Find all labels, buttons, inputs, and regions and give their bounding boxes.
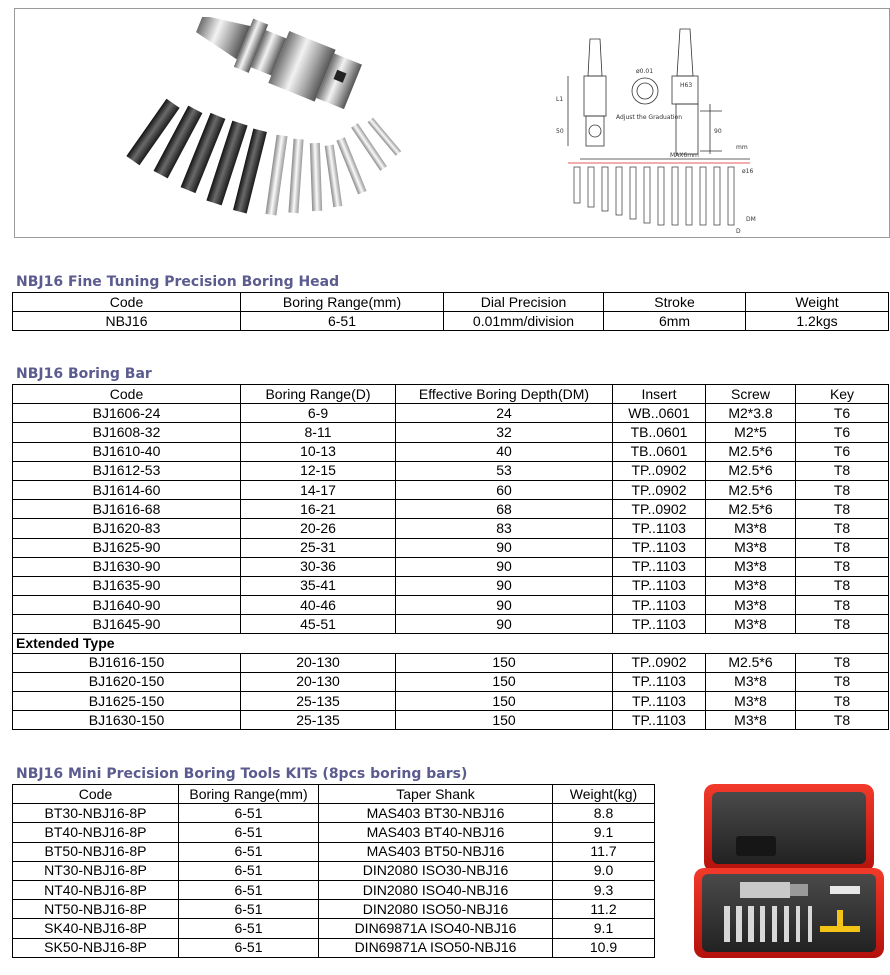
table-cell: 32 — [396, 423, 613, 442]
table-cell: 6-51 — [179, 823, 319, 842]
table-cell: BJ1630-90 — [13, 557, 241, 576]
table-header-row — [13, 785, 655, 804]
column-header: Boring Range(mm) — [179, 785, 319, 804]
table-cell: 9.1 — [553, 823, 655, 842]
table-cell: 90 — [396, 615, 613, 634]
column-header: Weight(kg) — [553, 785, 655, 804]
table-cell: MAS403 BT30-NBJ16 — [319, 804, 553, 823]
table-cell: NT50-NBJ16-8P — [13, 900, 179, 919]
table-cell: TP..1103 — [613, 615, 706, 634]
table-cell: 68 — [396, 500, 613, 519]
boring-bar-table — [12, 384, 889, 730]
table-cell: 25-135 — [241, 692, 396, 711]
table-cell: TB..0601 — [613, 423, 706, 442]
table-cell: BJ1635-90 — [13, 576, 241, 595]
table-cell: TP..1103 — [613, 711, 706, 730]
column-header: Screw — [706, 385, 796, 404]
column-header: Code — [13, 785, 179, 804]
table-cell: 10-13 — [241, 442, 396, 461]
table-cell: BJ1630-150 — [13, 711, 241, 730]
table-row — [13, 404, 889, 423]
table-cell: BT30-NBJ16-8P — [13, 804, 179, 823]
table-cell: 45-51 — [241, 615, 396, 634]
boring-head-table — [12, 292, 889, 331]
table-cell: M3*8 — [706, 538, 796, 557]
table-cell: DIN2080 ISO40-NBJ16 — [319, 880, 553, 899]
column-header: Dial Precision — [444, 293, 604, 312]
table-cell: M2.5*6 — [706, 480, 796, 499]
table-cell: M2.5*6 — [706, 500, 796, 519]
boring-head-title: NBJ16 Fine Tuning Precision Boring Head — [16, 274, 340, 290]
table-cell: T8 — [796, 576, 889, 595]
table-cell: 90 — [396, 596, 613, 615]
table-cell: TP..0902 — [613, 500, 706, 519]
dim-label-50: 50 — [556, 128, 564, 135]
table-cell: 10.9 — [553, 938, 655, 957]
table-cell: 8.8 — [553, 804, 655, 823]
table-cell: T8 — [796, 519, 889, 538]
table-cell: TP..1103 — [613, 519, 706, 538]
table-cell: 6-51 — [179, 842, 319, 861]
table-row — [13, 880, 655, 899]
table-cell: T8 — [796, 653, 889, 672]
table-cell: 25-31 — [241, 538, 396, 557]
table-row — [13, 919, 655, 938]
kits-title: NBJ16 Mini Precision Boring Tools KITs (8pcs boring bars) — [16, 766, 468, 782]
table-cell: T8 — [796, 480, 889, 499]
table-cell: 24 — [396, 404, 613, 423]
table-cell: T8 — [796, 692, 889, 711]
column-header: Taper Shank — [319, 785, 553, 804]
dim-label-h63: H63 — [680, 82, 693, 89]
table-cell: TP..0902 — [613, 653, 706, 672]
table-row — [13, 672, 889, 691]
column-header: Code — [13, 385, 241, 404]
table-cell: T8 — [796, 538, 889, 557]
table-cell: 40-46 — [241, 596, 396, 615]
table-cell: 20-130 — [241, 653, 396, 672]
table-cell: BJ1620-150 — [13, 672, 241, 691]
table-cell: T6 — [796, 423, 889, 442]
table-cell: M2.5*6 — [706, 461, 796, 480]
column-header: Code — [13, 293, 241, 312]
table-row — [13, 461, 889, 480]
table-cell: T8 — [796, 557, 889, 576]
table-row — [13, 823, 655, 842]
table-row — [13, 653, 889, 672]
table-cell: 9.3 — [553, 880, 655, 899]
table-cell: 9.0 — [553, 861, 655, 880]
table-cell: TP..1103 — [613, 538, 706, 557]
table-cell: BJ1645-90 — [13, 615, 241, 634]
table-cell: M3*8 — [706, 692, 796, 711]
table-row — [13, 576, 889, 595]
table-cell: NT40-NBJ16-8P — [13, 880, 179, 899]
table-cell: 53 — [396, 461, 613, 480]
table-cell: BJ1614-60 — [13, 480, 241, 499]
table-cell: SK40-NBJ16-8P — [13, 919, 179, 938]
table-row — [13, 692, 889, 711]
dim-label-90: 90 — [714, 128, 722, 135]
table-cell: BT40-NBJ16-8P — [13, 823, 179, 842]
table-cell: M2.5*6 — [706, 653, 796, 672]
table-row — [13, 842, 655, 861]
table-cell: M3*8 — [706, 519, 796, 538]
table-cell: BT50-NBJ16-8P — [13, 842, 179, 861]
dim-label-max: MAX6mm — [670, 152, 699, 159]
column-header: Boring Range(D) — [241, 385, 396, 404]
table-cell: 0.01mm/division — [444, 312, 604, 331]
table-row — [13, 938, 655, 957]
table-cell: 90 — [396, 557, 613, 576]
column-header: Insert — [613, 385, 706, 404]
table-cell: 11.7 — [553, 842, 655, 861]
table-cell: M2*3.8 — [706, 404, 796, 423]
column-header: Weight — [746, 293, 889, 312]
table-cell: 14-17 — [241, 480, 396, 499]
kits-table — [12, 784, 655, 958]
table-cell: 150 — [396, 672, 613, 691]
table-cell: WB..0601 — [613, 404, 706, 423]
table-cell: NT30-NBJ16-8P — [13, 861, 179, 880]
table-header-row — [13, 385, 889, 404]
table-cell: 150 — [396, 692, 613, 711]
group-header-row — [13, 634, 889, 653]
table-cell: 6-51 — [179, 919, 319, 938]
table-cell: 35-41 — [241, 576, 396, 595]
table-cell: DIN2080 ISO50-NBJ16 — [319, 900, 553, 919]
table-cell: M3*8 — [706, 672, 796, 691]
technical-drawing — [550, 21, 775, 236]
table-cell: DIN2080 ISO30-NBJ16 — [319, 861, 553, 880]
table-row — [13, 861, 655, 880]
table-cell: TP..1103 — [613, 672, 706, 691]
table-cell: BJ1612-53 — [13, 461, 241, 480]
table-cell: M3*8 — [706, 557, 796, 576]
table-cell: TP..1103 — [613, 576, 706, 595]
table-cell: BJ1616-68 — [13, 500, 241, 519]
table-row — [13, 423, 889, 442]
table-cell: M3*8 — [706, 596, 796, 615]
table-row — [13, 557, 889, 576]
column-header: Stroke — [604, 293, 746, 312]
table-row — [13, 711, 889, 730]
table-cell: M2.5*6 — [706, 442, 796, 461]
table-cell: M3*8 — [706, 615, 796, 634]
table-cell: BJ1608-32 — [13, 423, 241, 442]
table-cell: BJ1625-90 — [13, 538, 241, 557]
table-row — [13, 900, 655, 919]
table-cell: T8 — [796, 500, 889, 519]
dim-label-l1: L1 — [556, 96, 564, 103]
table-row — [13, 596, 889, 615]
table-cell: 150 — [396, 711, 613, 730]
table-cell: M3*8 — [706, 711, 796, 730]
table-cell: 60 — [396, 480, 613, 499]
table-cell: 6-51 — [179, 880, 319, 899]
table-header-row — [13, 293, 889, 312]
table-cell: 12-15 — [241, 461, 396, 480]
table-cell: 90 — [396, 576, 613, 595]
table-cell: DIN69871A ISO40-NBJ16 — [319, 919, 553, 938]
extended-type-label: Extended Type — [13, 634, 889, 653]
table-cell: 20-130 — [241, 672, 396, 691]
table-cell: BJ1606-24 — [13, 404, 241, 423]
table-cell: T6 — [796, 404, 889, 423]
table-cell: BJ1620-83 — [13, 519, 241, 538]
table-row — [13, 804, 655, 823]
table-cell: 8-11 — [241, 423, 396, 442]
table-cell: MAS403 BT40-NBJ16 — [319, 823, 553, 842]
dim-label-mm: mm — [736, 144, 748, 151]
table-cell: 6mm — [604, 312, 746, 331]
table-row — [13, 480, 889, 499]
kit-case-photo — [690, 782, 886, 960]
table-cell: 11.2 — [553, 900, 655, 919]
dim-label-phi16: ø16 — [742, 168, 754, 175]
table-cell: NBJ16 — [13, 312, 241, 331]
table-row — [13, 442, 889, 461]
table-row — [13, 615, 889, 634]
column-header: Key — [796, 385, 889, 404]
table-cell: DIN69871A ISO50-NBJ16 — [319, 938, 553, 957]
table-cell: T8 — [796, 711, 889, 730]
table-cell: 6-9 — [241, 404, 396, 423]
table-cell: 150 — [396, 653, 613, 672]
table-cell: 16-21 — [241, 500, 396, 519]
boring-head-set-photo — [125, 17, 415, 227]
dim-label-adjust: Adjust the Graduation — [616, 114, 682, 121]
dim-label-dm: DM — [746, 216, 756, 223]
table-cell: MAS403 BT50-NBJ16 — [319, 842, 553, 861]
column-header: Boring Range(mm) — [241, 293, 444, 312]
table-cell: BJ1616-150 — [13, 653, 241, 672]
table-cell: T8 — [796, 672, 889, 691]
table-cell: TP..1103 — [613, 692, 706, 711]
table-cell: 6-51 — [179, 900, 319, 919]
table-cell: BJ1640-90 — [13, 596, 241, 615]
table-cell: 83 — [396, 519, 613, 538]
table-cell: 90 — [396, 538, 613, 557]
table-cell: BJ1625-150 — [13, 692, 241, 711]
table-cell: TB..0601 — [613, 442, 706, 461]
table-cell: 9.1 — [553, 919, 655, 938]
table-cell: 6-51 — [179, 804, 319, 823]
table-cell: T8 — [796, 461, 889, 480]
table-cell: 6-51 — [179, 861, 319, 880]
table-cell: M3*8 — [706, 576, 796, 595]
table-cell: 40 — [396, 442, 613, 461]
table-cell: T8 — [796, 615, 889, 634]
dim-label-d: D — [736, 228, 741, 235]
table-cell: 25-135 — [241, 711, 396, 730]
table-cell: 30-36 — [241, 557, 396, 576]
table-cell: BJ1610-40 — [13, 442, 241, 461]
table-cell: TP..1103 — [613, 557, 706, 576]
table-cell: 6-51 — [241, 312, 444, 331]
table-cell: TP..0902 — [613, 480, 706, 499]
boring-bar-title: NBJ16 Boring Bar — [16, 366, 152, 382]
table-row — [13, 519, 889, 538]
table-cell: T8 — [796, 596, 889, 615]
column-header: Effective Boring Depth(DM) — [396, 385, 613, 404]
product-hero-panel — [14, 8, 890, 238]
table-cell: TP..1103 — [613, 596, 706, 615]
table-row — [13, 538, 889, 557]
dim-label-phi: ø0.01 — [636, 68, 654, 75]
table-cell: T6 — [796, 442, 889, 461]
table-cell: SK50-NBJ16-8P — [13, 938, 179, 957]
table-row — [13, 500, 889, 519]
table-cell: 1.2kgs — [746, 312, 889, 331]
table-cell: M2*5 — [706, 423, 796, 442]
table-cell: 20-26 — [241, 519, 396, 538]
table-cell: 6-51 — [179, 938, 319, 957]
table-cell: TP..0902 — [613, 461, 706, 480]
table-row — [13, 312, 889, 331]
